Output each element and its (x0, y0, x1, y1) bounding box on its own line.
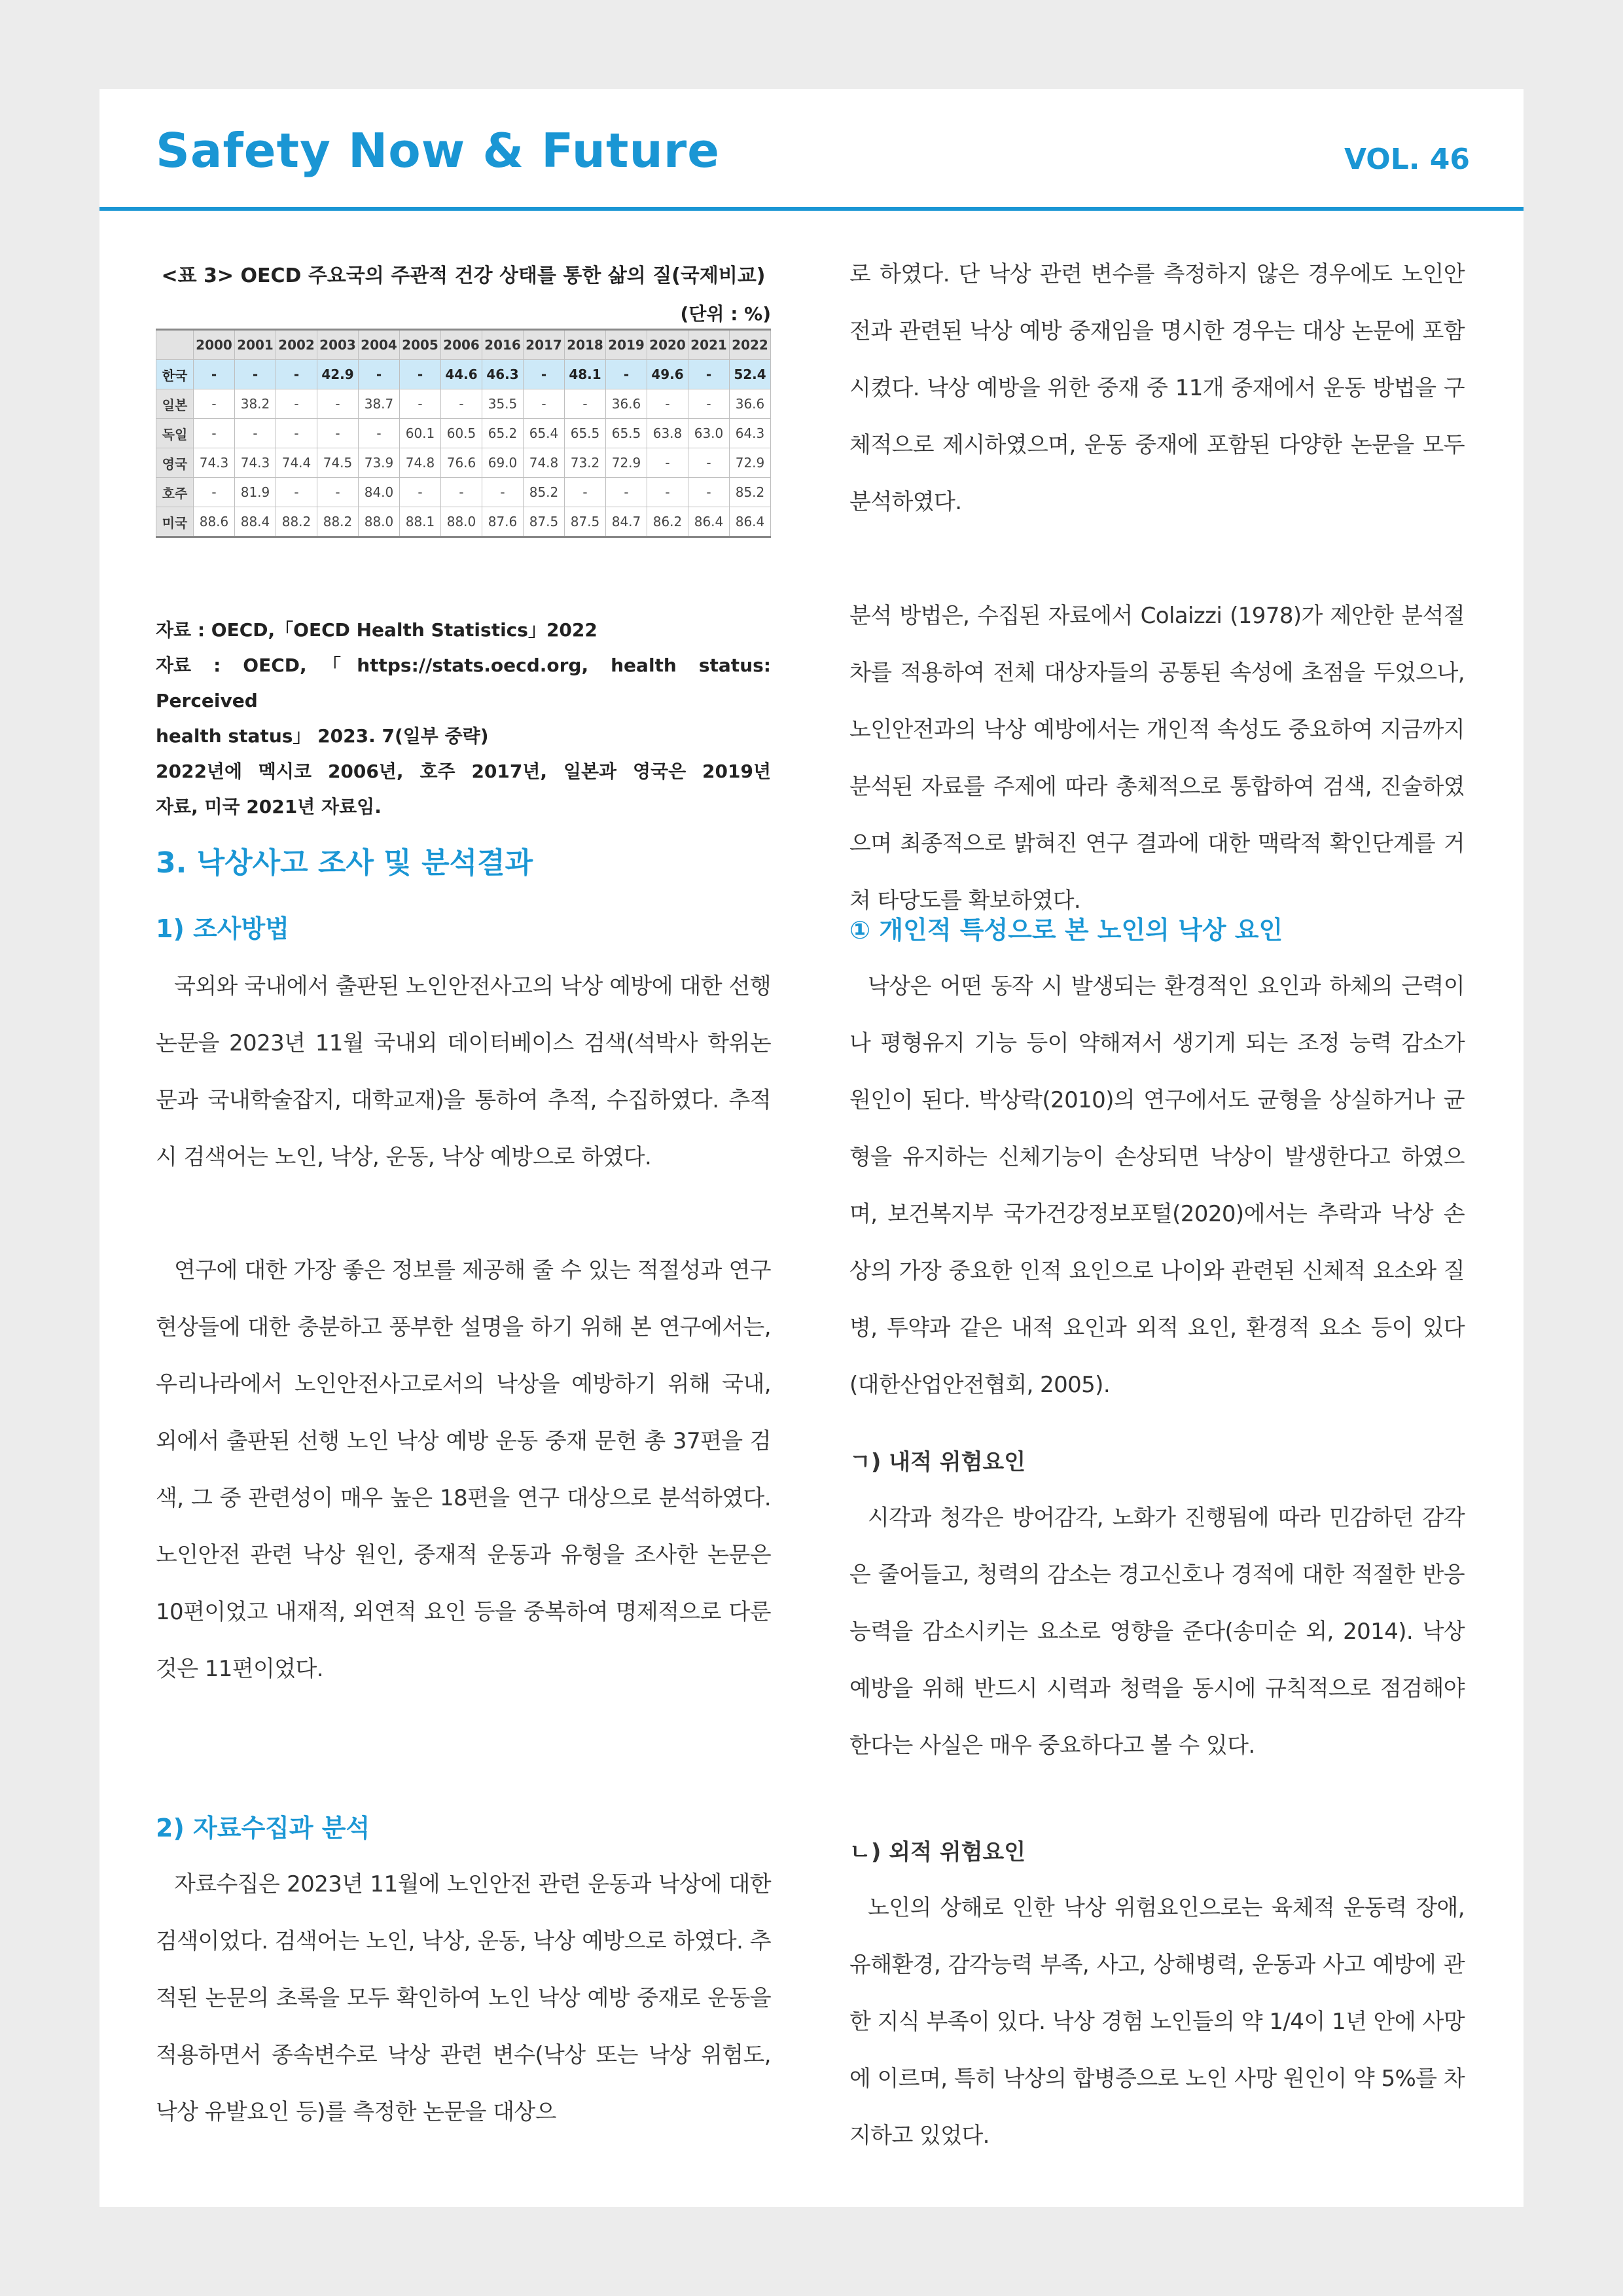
value-cell: - (359, 419, 400, 448)
country-cell: 한국 (156, 360, 194, 389)
value-cell: 74.3 (194, 448, 235, 478)
value-cell: 72.9 (730, 448, 771, 478)
year-header: 2004 (359, 330, 400, 360)
table-caption: <표 3> OECD 주요국의 주관적 건강 상태를 통한 삶의 질(국제비교) (161, 264, 766, 287)
year-header: 2001 (235, 330, 276, 360)
corner-cell (156, 330, 194, 360)
year-header: 2019 (606, 330, 647, 360)
value-cell: - (317, 478, 359, 507)
value-cell: 88.1 (400, 507, 441, 537)
table-container (156, 300, 771, 538)
value-cell: 72.9 (606, 448, 647, 478)
value-cell: - (647, 389, 688, 419)
value-cell: - (441, 478, 482, 507)
value-cell: 85.2 (524, 478, 565, 507)
value-cell: 74.5 (317, 448, 359, 478)
section-title: 3. 낙상사고 조사 및 분석결과 (156, 846, 533, 880)
source-line-5: 자료, 미국 2021년 자료임. (156, 796, 382, 817)
value-cell: - (400, 360, 441, 389)
subsubsection-internal-risk: ㄱ) 내적 위험요인 (849, 1449, 1026, 1475)
value-cell: 60.1 (400, 419, 441, 448)
value-cell: - (235, 419, 276, 448)
country-cell: 미국 (156, 507, 194, 537)
page-header (99, 89, 1524, 211)
table-row (156, 448, 771, 478)
year-header: 2003 (317, 330, 359, 360)
paragraph-external-risk: 노인의 상해로 인한 낙상 위험요인으로는 육체적 운동력 장애, 유해환경, 감각능력 부족, 사고, 상해병력, 운동과 사고 예방에 관한 지식 부족이 있다. 낙상 경험 노인들의 약 1/4이 1년 안에 사망에 이르며, 특히 낙상의 합병증으로 노인 사망 원인이 약 5%를 차지하고 있었다. (849, 1895, 1465, 2149)
journal-title: Safety Now & Future (156, 123, 721, 178)
value-cell: 74.8 (400, 448, 441, 478)
value-cell: - (688, 478, 730, 507)
value-cell: 74.4 (276, 448, 317, 478)
value-cell: 65.4 (524, 419, 565, 448)
value-cell: 65.5 (565, 419, 606, 448)
country-cell: 일본 (156, 389, 194, 419)
year-header: 2022 (730, 330, 771, 360)
table-sources (156, 613, 771, 825)
value-cell: - (606, 360, 647, 389)
year-header: 2002 (276, 330, 317, 360)
value-cell: 63.8 (647, 419, 688, 448)
value-cell: 65.2 (482, 419, 524, 448)
value-cell: 49.6 (647, 360, 688, 389)
subsection-title-2: 2) 자료수집과 분석 (156, 1814, 370, 1842)
paragraph-method-1: 국외와 국내에서 출판된 노인안전사고의 낙상 예방에 대한 선행논문을 2023년 11월 국내외 데이터베이스 검색(석박사 학위논문과 국내학술잡지, 대학교재)을 통하여 추적, 수집하였다. 추적 시 검색어는 노인, 낙상, 운동, 낙상 예방으로 하였다. (156, 973, 771, 1170)
table-header-row (156, 330, 771, 360)
year-header: 2017 (524, 330, 565, 360)
paragraph-collection-2: 로 하였다. 단 낙상 관련 변수를 측정하지 않은 경우에도 노인안전과 관련된 낙상 예방 중재임을 명시한 경우는 대상 논문에 포함시켰다. 낙상 예방을 위한 중재 중 11개 중재에서 운동 방법을 구체적으로 제시하였으며, 운동 중재에 포함된 다양한 논문을 모두 분석하였다. (849, 261, 1465, 515)
country-cell: 독일 (156, 419, 194, 448)
year-header: 2020 (647, 330, 688, 360)
value-cell: 64.3 (730, 419, 771, 448)
year-header: 2005 (400, 330, 441, 360)
value-cell: 86.4 (730, 507, 771, 537)
paragraph-collection-1: 자료수집은 2023년 11월에 노인안전 관련 운동과 낙상에 대한 검색이었다. 검색어는 노인, 낙상, 운동, 낙상 예방으로 하였다. 추적된 논문의 초록을 모두 확인하여 노인 낙상 예방 중재로 운동을 적용하면서 종속변수로 낙상 관련 변수(낙상 또는 낙상 위험도, 낙상 유발요인 등)를 측정한 논문을 대상으 (156, 1871, 771, 2125)
value-cell: 63.0 (688, 419, 730, 448)
value-cell: - (482, 478, 524, 507)
year-header: 2018 (565, 330, 606, 360)
year-header: 2016 (482, 330, 524, 360)
value-cell: - (524, 360, 565, 389)
value-cell: - (688, 448, 730, 478)
value-cell: 84.0 (359, 478, 400, 507)
value-cell: - (606, 478, 647, 507)
value-cell: - (565, 478, 606, 507)
value-cell: - (235, 360, 276, 389)
paragraph-analysis: 분석 방법은, 수집된 자료에서 Colaizzi (1978)가 제안한 분석절차를 적용하여 전체 대상자들의 공통된 속성에 초점을 두었으나, 노인안전과의 낙상 예방에서는 개인적 속성도 중요하여 지금까지 분석된 자료를 주제에 따라 총체적으로 통합하여 검색, 진술하였으며 최종적으로 밝혀진 연구 결과에 대한 맥락적 확인단계를 거쳐 타당도를 확보하였다. (849, 603, 1465, 914)
country-cell: 호주 (156, 478, 194, 507)
stats-table (156, 329, 771, 538)
value-cell: 88.0 (441, 507, 482, 537)
value-cell: 65.5 (606, 419, 647, 448)
value-cell: - (276, 478, 317, 507)
value-cell: 36.6 (730, 389, 771, 419)
value-cell: 86.2 (647, 507, 688, 537)
table-row (156, 419, 771, 448)
value-cell: 81.9 (235, 478, 276, 507)
source-line-4: 2022년에 멕시코 2006년, 호주 2017년, 일본과 영국은 2019년 (156, 761, 771, 782)
paragraph-method-2: 연구에 대한 가장 좋은 정보를 제공해 줄 수 있는 적절성과 연구 현상들에 대한 충분하고 풍부한 설명을 하기 위해 본 연구에서는, 우리나라에서 노인안전사고로서의 낙상을 예방하기 위해 국내, 외에서 출판된 선행 노인 낙상 예방 운동 중재 문헌 총 37편을 검색, 그 중 관련성이 매우 높은 18편을 연구 대상으로 분석하였다. 노인안전 관련 낙상 원인, 중재적 운동과 유형을 조사한 논문은 10편이었고 내재적, 외연적 요인 등을 중복하여 명제적으로 다룬 것은 11편이었다. (156, 1257, 771, 1682)
value-cell: - (688, 389, 730, 419)
value-cell: 76.6 (441, 448, 482, 478)
value-cell: - (400, 389, 441, 419)
volume-number: VOL. 46 (1344, 143, 1470, 176)
value-cell: 42.9 (317, 360, 359, 389)
value-cell: 46.3 (482, 360, 524, 389)
value-cell: 74.3 (235, 448, 276, 478)
value-cell: 87.6 (482, 507, 524, 537)
value-cell: 48.1 (565, 360, 606, 389)
value-cell: 38.7 (359, 389, 400, 419)
table-row (156, 478, 771, 507)
value-cell: 85.2 (730, 478, 771, 507)
table-row (156, 360, 771, 389)
value-cell: 87.5 (524, 507, 565, 537)
table-row (156, 507, 771, 537)
value-cell: - (194, 419, 235, 448)
value-cell: - (565, 389, 606, 419)
value-cell: - (441, 389, 482, 419)
value-cell: 35.5 (482, 389, 524, 419)
value-cell: 74.8 (524, 448, 565, 478)
subsection-personal-factors: ① 개인적 특성으로 본 노인의 낙상 요인 (849, 916, 1283, 944)
value-cell: - (194, 389, 235, 419)
value-cell: 60.5 (441, 419, 482, 448)
table-row (156, 389, 771, 419)
year-header: 2021 (688, 330, 730, 360)
value-cell: - (317, 389, 359, 419)
value-cell: 52.4 (730, 360, 771, 389)
value-cell: - (317, 419, 359, 448)
value-cell: 69.0 (482, 448, 524, 478)
value-cell: - (359, 360, 400, 389)
value-cell: 88.6 (194, 507, 235, 537)
year-header: 2006 (441, 330, 482, 360)
paragraph-internal-risk: 시각과 청각은 방어감각, 노화가 진행됨에 따라 민감하던 감각은 줄어들고, 청력의 감소는 경고신호나 경적에 대한 적절한 반응 능력을 감소시키는 요소로 영향을 준다(송미순 외, 2014). 낙상 예방을 위해 반드시 시력과 청력을 동시에 규칙적으로 점검해야 한다는 사실은 매우 중요하다고 볼 수 있다. (849, 1505, 1465, 1759)
value-cell: - (647, 478, 688, 507)
value-cell: - (524, 389, 565, 419)
source-line-2: 자료 : OECD,「https://stats.oecd.org, health status: Perceived (156, 655, 771, 711)
value-cell: 86.4 (688, 507, 730, 537)
value-cell: 73.2 (565, 448, 606, 478)
value-cell: - (688, 360, 730, 389)
value-cell: - (194, 478, 235, 507)
value-cell: 44.6 (441, 360, 482, 389)
value-cell: - (276, 360, 317, 389)
value-cell: - (647, 448, 688, 478)
value-cell: 38.2 (235, 389, 276, 419)
subsection-title-1: 1) 조사방법 (156, 914, 289, 943)
source-line-3: health status」 2023. 7(일부 중략) (156, 725, 489, 747)
value-cell: - (276, 419, 317, 448)
paragraph-personal-factors: 낙상은 어떤 동작 시 발생되는 환경적인 요인과 하체의 근력이나 평형유지 기능 등이 약해져서 생기게 되는 조정 능력 감소가 원인이 된다. 박상락(2010)의 연구에서도 균형을 상실하거나 균형을 유지하는 신체기능이 손상되면 낙상이 발생한다고 하였으며, 보건복지부 국가건강정보포털(2020)에서는 추락과 낙상 손상의 가장 중요한 인적 요인으로 나이와 관련된 신체적 요소와 질병, 투약과 같은 내적 요인과 외적 요인, 환경적 요소 등이 있다(대한산업안전협회, 2005). (849, 973, 1465, 1398)
page (99, 89, 1524, 2207)
subsubsection-external-risk: ㄴ) 외적 위험요인 (849, 1839, 1026, 1865)
value-cell: 88.2 (317, 507, 359, 537)
value-cell: 36.6 (606, 389, 647, 419)
country-cell: 영국 (156, 448, 194, 478)
value-cell: 88.2 (276, 507, 317, 537)
value-cell: 88.4 (235, 507, 276, 537)
year-header: 2000 (194, 330, 235, 360)
value-cell: - (400, 478, 441, 507)
value-cell: 88.0 (359, 507, 400, 537)
table-body (156, 360, 771, 537)
value-cell: 73.9 (359, 448, 400, 478)
value-cell: - (194, 360, 235, 389)
value-cell: 84.7 (606, 507, 647, 537)
value-cell: - (276, 389, 317, 419)
value-cell: 87.5 (565, 507, 606, 537)
table-unit: (단위 : %) (680, 303, 771, 325)
source-line-1: 자료 : OECD,「OECD Health Statistics」2022 (156, 619, 597, 641)
